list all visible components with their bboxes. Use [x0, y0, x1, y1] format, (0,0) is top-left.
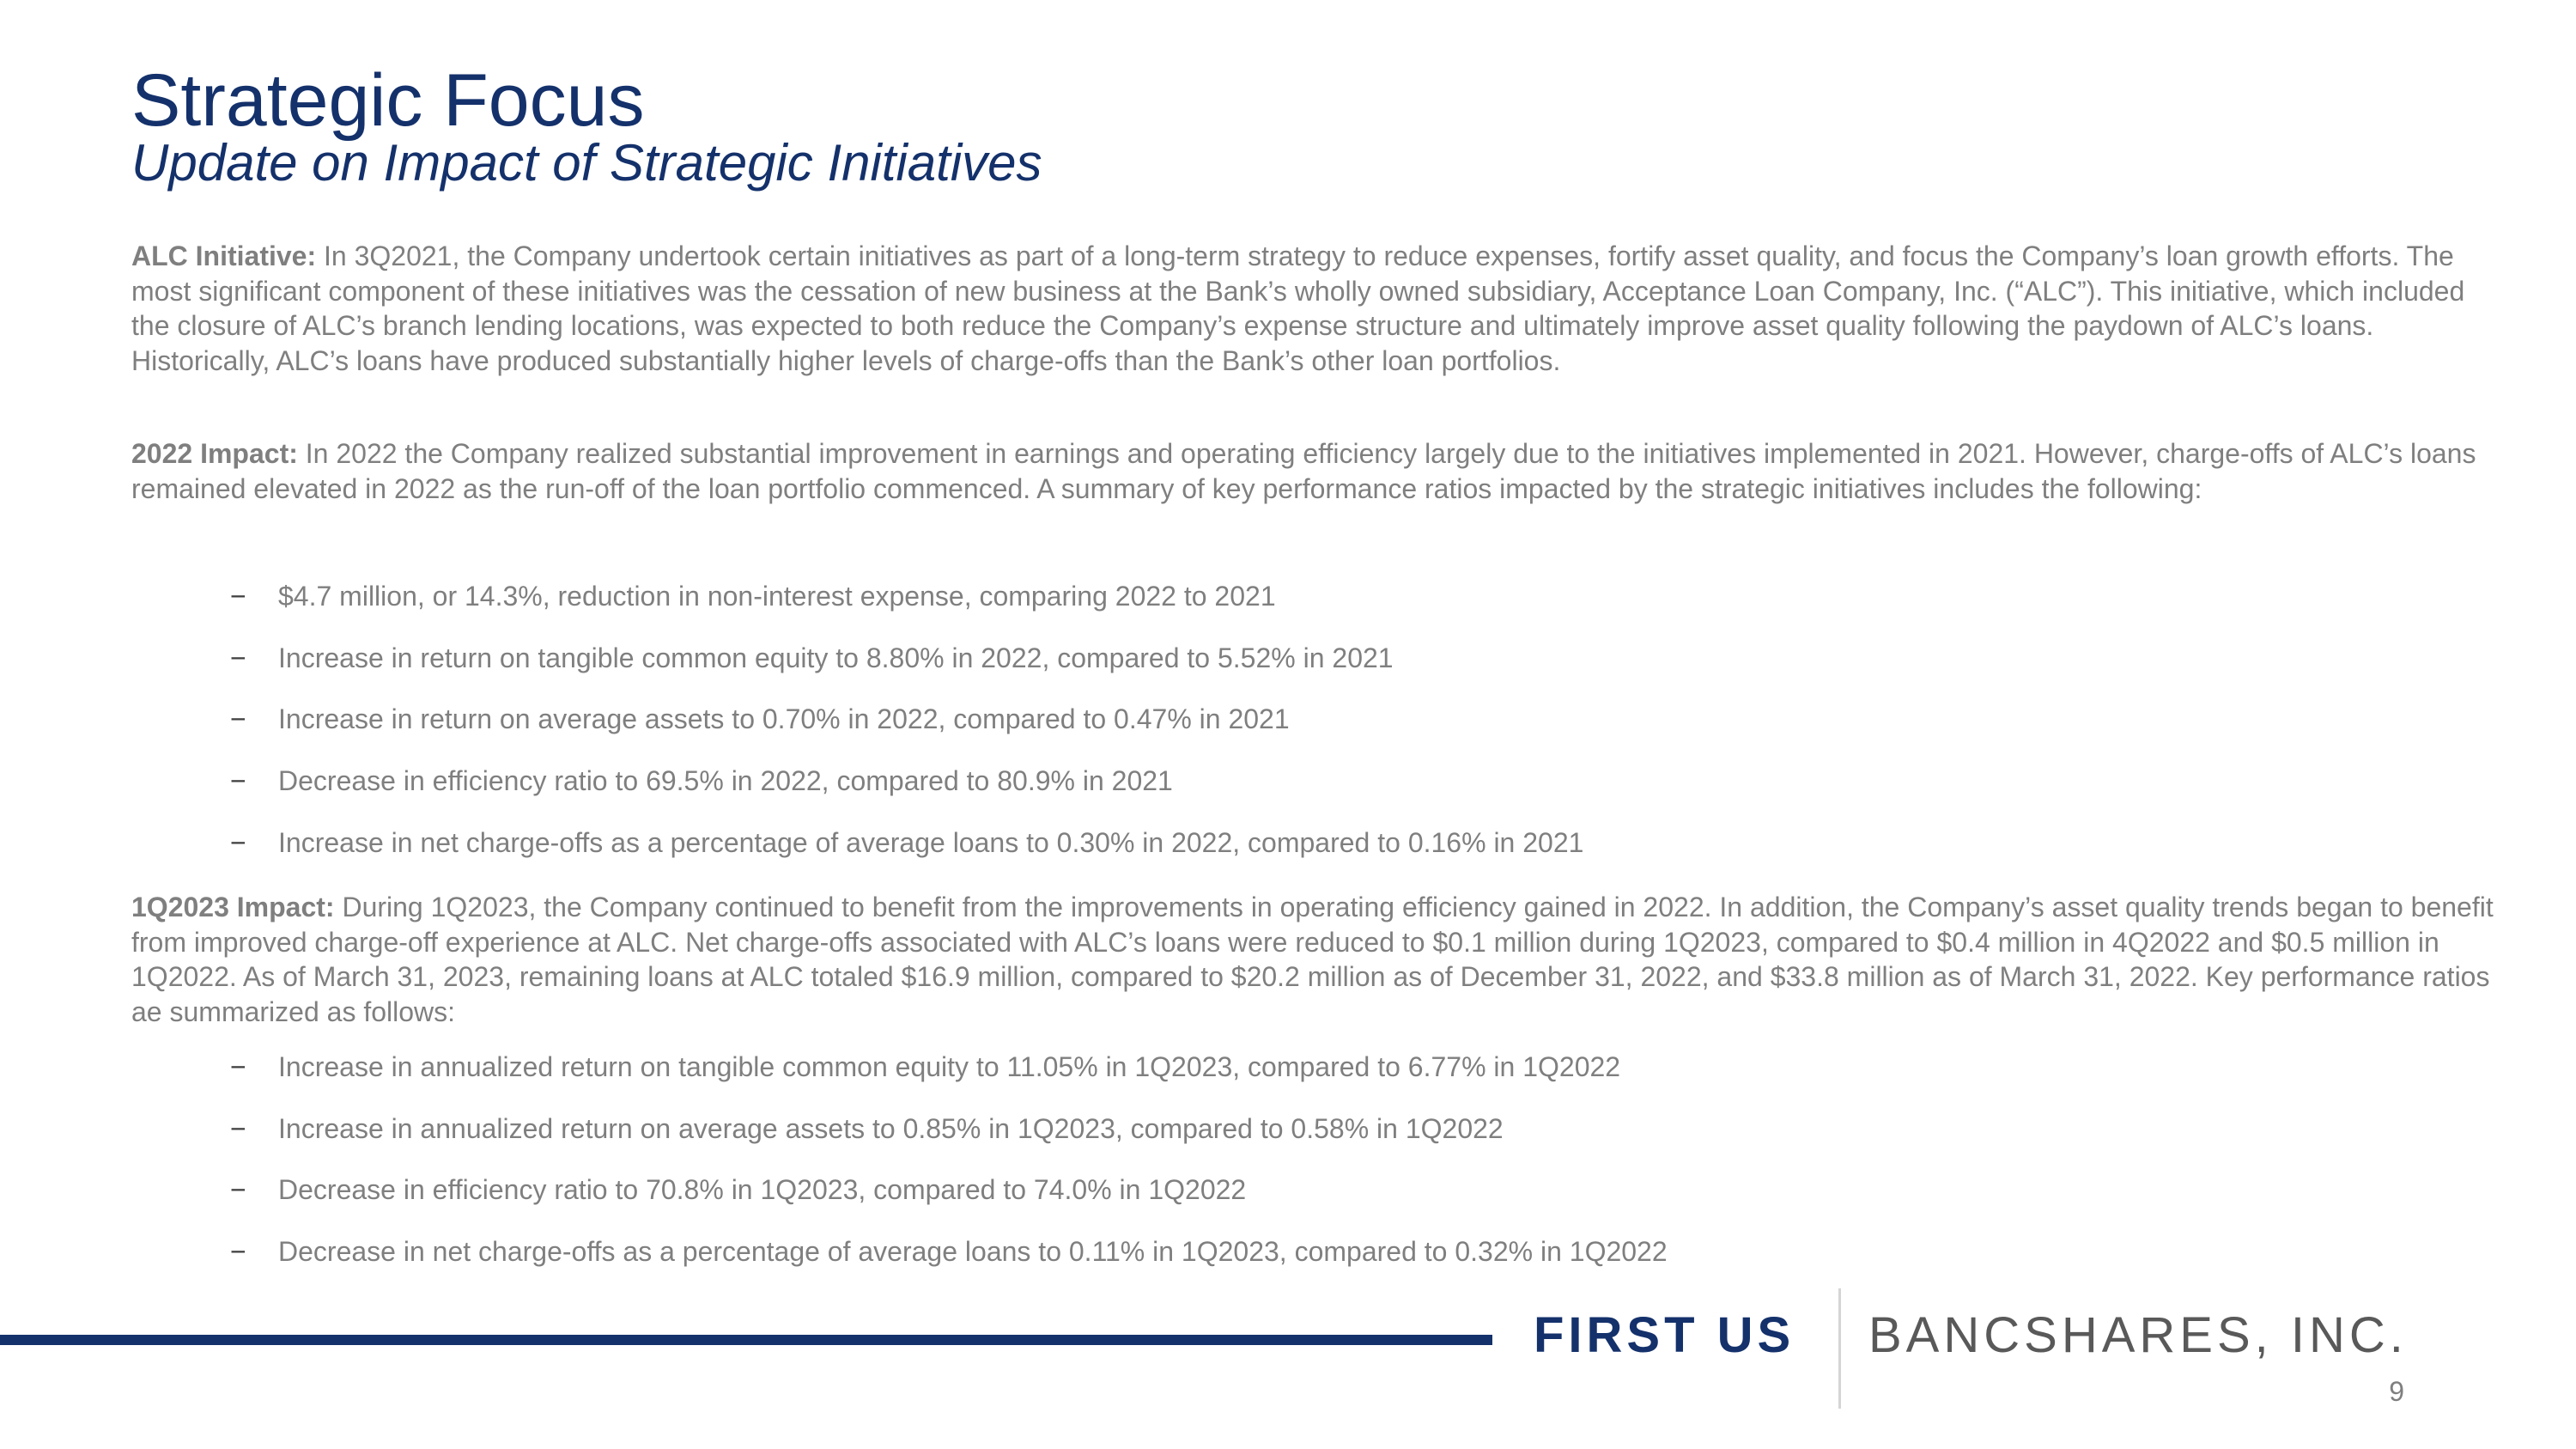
list-item — [230, 1111, 2377, 1173]
footer-divider-bar — [0, 1335, 1492, 1345]
impact-1q2023-text: During 1Q2023, the Company continued to benefit from the improvements in operating efficiency gained in 2022. In addition, the Company’s asset quality trends began to benefit from improved charge-off experience at ALC. Net charge-offs associated with ALC’s loans were reduced to $0.1 million during 1Q2023, compared to $0.4 million in 4Q2022 and $0.5 million in 1Q2022. As of March 31, 2023, remaining loans at ALC totaled $16.9 million, compared to $20.2 million as of December 31, 2022, and $33.8 million as of March 31, 2022. Key performance ratios ae summarized as follows: — [131, 892, 2494, 1027]
dash-bullet-icon: − — [230, 1236, 246, 1268]
list-item — [230, 641, 2377, 703]
dash-bullet-icon: − — [230, 642, 246, 673]
bullet-text: Decrease in net charge-offs as a percentage of average loans to 0.11% in 1Q2023, compared to 0.32% in 1Q2022 — [278, 1236, 1668, 1268]
list-item — [230, 1050, 2377, 1111]
bullet-text: Decrease in efficiency ratio to 70.8% in 1Q2023, compared to 74.0% in 1Q2022 — [278, 1174, 1247, 1206]
dash-bullet-icon: − — [230, 826, 246, 858]
impact-2022-lead: 2022 Impact: — [131, 438, 298, 469]
alc-initiative-text: In 3Q2021, the Company undertook certain initiatives as part of a long-term strategy to reduce expenses, fortify asset quality, and focus the Company’s loan growth efforts. The most significant component of these initiatives was the cessation of new business at the Bank’s wholly owned subsidiary, Acceptance Loan Company, Inc. (“ALC”). This initiative, which included the closure of ALC’s branch lending locations, was expected to both reduce the Company’s expense structure and ultimately improve asset quality following the paydown of ALC’s loans. Historically, ALC’s loans have produced substantially higher levels of charge-offs than the Bank’s other loan portfolios. — [131, 240, 2465, 376]
dash-bullet-icon: − — [230, 1174, 246, 1206]
alc-initiative-lead: ALC Initiative: — [131, 240, 317, 271]
list-item — [230, 702, 2377, 764]
list-item — [230, 764, 2377, 825]
bullet-text: Increase in net charge-offs as a percentage of average loans to 0.30% in 2022, compared to 0.16% in 2021 — [278, 826, 1584, 858]
bullet-text: $4.7 million, or 14.3%, reduction in non-interest expense, comparing 2022 to 2021 — [278, 581, 1276, 612]
dash-bullet-icon: − — [230, 581, 246, 612]
impact-1q2023-paragraph — [131, 890, 2501, 1029]
bullet-text: Increase in return on tangible common equity to 8.80% in 2022, compared to 5.52% in 2021 — [278, 642, 1394, 673]
dash-bullet-icon: − — [230, 1112, 246, 1144]
impact-1q2023-bullet-list — [230, 1050, 2377, 1296]
dash-bullet-icon: − — [230, 703, 246, 735]
list-item — [230, 1234, 2377, 1296]
dash-bullet-icon: − — [230, 765, 246, 797]
list-item — [230, 1172, 2377, 1234]
bullet-text: Increase in annualized return on tangible common equity to 11.05% in 1Q2023, compared to 6.77% in 1Q2022 — [278, 1051, 1621, 1082]
bullet-text: Increase in return on average assets to 0.70% in 2022, compared to 0.47% in 2021 — [278, 703, 1290, 735]
logo-first-us: FIRST US — [1534, 1307, 1795, 1363]
page-subtitle: Update on Impact of Strategic Initiatives — [131, 134, 1042, 192]
bullet-text: Increase in annualized return on average assets to 0.85% in 1Q2023, compared to 0.58% in 1Q2022 — [278, 1112, 1504, 1144]
alc-initiative-paragraph — [131, 239, 2501, 378]
impact-2022-paragraph — [131, 436, 2501, 506]
page-number: 9 — [2389, 1376, 2404, 1407]
impact-2022-bullet-list — [230, 579, 2377, 886]
logo-divider — [1838, 1288, 1841, 1409]
impact-1q2023-lead: 1Q2023 Impact: — [131, 892, 335, 922]
list-item — [230, 579, 2377, 641]
impact-2022-text: In 2022 the Company realized substantial improvement in earnings and operating efficiency largely due to the initiatives implemented in 2021. However, charge-offs of ALC’s loans remained elevated in 2022 as the run-off of the loan portfolio commenced. A summary of key performance ratios impacted by the strategic initiatives includes the following: — [131, 438, 2476, 504]
logo-bancshares: BANCSHARES, INC. — [1868, 1307, 2408, 1363]
dash-bullet-icon: − — [230, 1051, 246, 1082]
list-item — [230, 825, 2377, 887]
page-title: Strategic Focus — [131, 59, 645, 142]
bullet-text: Decrease in efficiency ratio to 69.5% in 2022, compared to 80.9% in 2021 — [278, 765, 1173, 797]
